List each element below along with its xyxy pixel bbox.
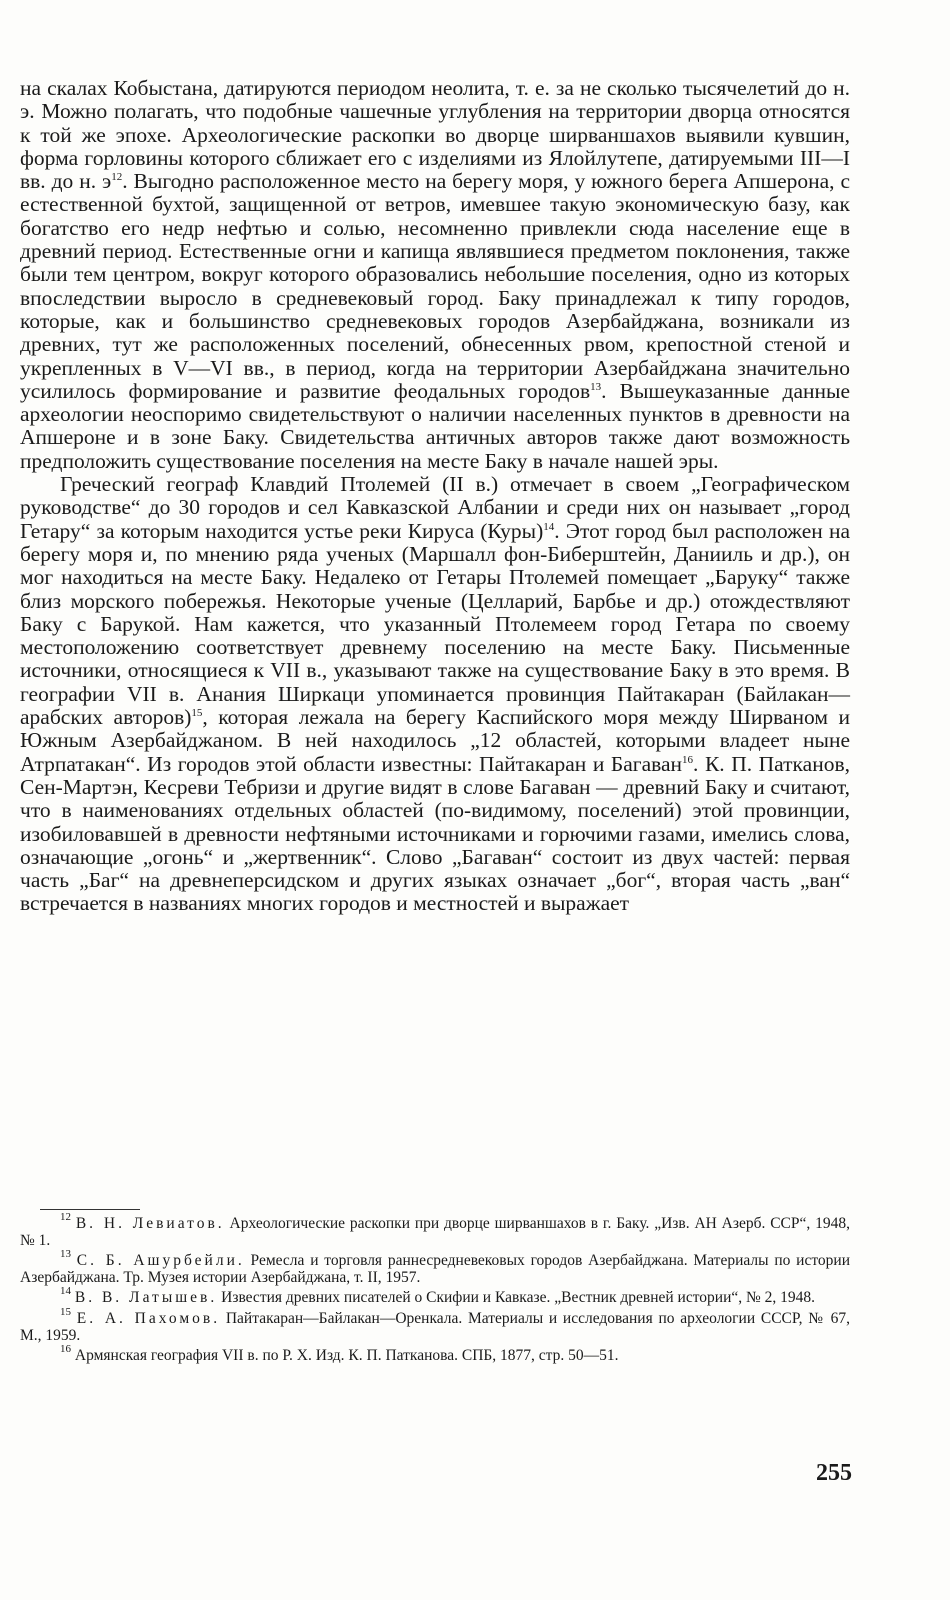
text-run: . К. П. Патканов, Сен-Мартэн, Кесреви Тебризи и другие видят в слове Багаван — древний Баку и считают, что в наименованиях отдельных областей (по-видимому, поселений) этой провинции, изобиловавшей в древности нефтяными источниками и горючими газами, имелись слова, означающие „огонь“ и „жертвенник“. Слово „Багаван“ состоит из двух частей: первая часть „Баг“ на древнеперсидском и других языках означает „бог“, вторая часть „ван“ встречается в названиях многих городов и местностей и выражает: [20, 751, 850, 916]
footnote-divider: [40, 1209, 140, 1210]
footnote-number: 12: [60, 1211, 71, 1223]
footnote-text: Ремесла и торговля раннесредневековых городов Азербайджана. Материалы по истории Азербайджана. Тр. Музея истории Азербайджана, т. II, 1957.: [20, 1252, 850, 1286]
footnote-ref: 15: [191, 707, 203, 720]
footnote-text: Археологические раскопки при дворце ширваншахов в г. Баку. „Изв. АН Азерб. ССР“, 1948, № 1.: [20, 1215, 850, 1249]
footnote-ref: 13: [590, 380, 602, 393]
footnote-author: С. Б. Ашурбейли.: [76, 1252, 245, 1270]
footnote: [20, 1305, 850, 1344]
footnote-ref: 14: [543, 520, 555, 533]
footnote-number: 14: [60, 1285, 71, 1298]
footnote-text: Пайтакаран—Байлакан—Оренкала. Материалы и исследования по археологии СССР, № 67, М., 1959.: [20, 1309, 850, 1344]
text-run: . Этот город был расположен на берегу моря и, по мнению ряда ученых (Маршалл фон-Биберштейн, Данииль и др.), он мог находиться на месте Баку. Недалеко от Гетары Птолемей помещает „Баруку“ также близ морского побережья. Некоторые ученые (Целларий, Барбье и др.) отождествляют Баку с Барукой. Нам кажется, что указанный Птолемеем город Гетара по своему местоположению соответствует древнему поселению на месте Баку. Письменные источники, относящиеся к VII в., указывают также на существование Баку в это время. В географии VII в. Анания Ширкаци упоминается провинция Пайтакаран (Байлакан—арабских авторов): [20, 518, 850, 730]
paragraph: [20, 473, 850, 916]
footnote: [20, 1248, 850, 1286]
footnotes: [20, 1211, 850, 1369]
paragraph: [20, 77, 850, 473]
text-run: . Выгодно расположенное место на берегу моря, у южного берега Апшерона, с естественной бухтой, защищенной от ветров, имевшее такую экономическую базу, как богатство его недр нефтью и солью, несомненно привлекли сюда население еще в древний период. Естественные огни и капища являвшиеся предметом поклонения, также были тем центром, вокруг которого образовались небольшие поселения, одно из которых впоследствии выросло в средневековый город. Баку принадлежал к типу городов, которые, как и большинство средневековых городов Азербайджана, возникали из древних, тут же расположенных поселений, обнесенных рвом, крепостной стеной и укрепленных в V—VI вв., в период, когда на территории Азербайджана значительно усилилось формирование и развитие феодальных городов: [20, 169, 851, 403]
footnote-ref: 12: [111, 171, 123, 184]
footnote-number: 13: [60, 1248, 71, 1261]
footnote: [20, 1343, 850, 1365]
page-number: 255: [816, 1460, 852, 1486]
footnote-ref: 16: [682, 753, 694, 766]
footnote-author: В. В. Латышев.: [74, 1289, 218, 1307]
footnote: [20, 1285, 850, 1307]
footnote-text: Армянская география VII в. по Р. Х. Изд. К. П. Патканова. СПБ, 1877, стр. 50—51.: [74, 1347, 619, 1365]
text-run: , которая лежала на берегу Каспийского моря между Ширваном и Южным Азербайджаном. В ней находилось „12 областей, которыми владеет ныне Атрпатакан“. Из городов этой области известны: Пайтакаран и Багаван: [20, 705, 850, 776]
text-run: на скалах Кобыстана, датируются периодом неолита, т. е. за не сколько тысячелетий до н. э. Можно полагать, что подобные чашечные углубления на территории дворца относятся к той же эпохе. Археологические раскопки во дворце ширваншахов выявили кувшин, форма горловины которого сближает его с изделиями из Ялойлутепе, датируемыми III—I вв. до н. э: [20, 76, 850, 194]
main-text: [20, 77, 850, 916]
footnote-author: В. Н. Левиатов.: [75, 1215, 225, 1232]
text-run: . Вышеуказанные данные археологии неоспоримо свидетельствуют о наличии населенных пунктов в древности на Апшероне и в зоне Баку. Свидетельства античных авторов также дают возможность предположить существование поселения на месте Баку в начале нашей эры.: [20, 378, 850, 473]
footnote-text: Известия древних писателей о Скифии и Кавказе. „Вестник древней истории“, № 2, 1948.: [217, 1289, 816, 1307]
footnote: [20, 1211, 850, 1249]
footnote-author: Е. А. Пахомов.: [76, 1309, 221, 1327]
footnote-number: 16: [60, 1343, 71, 1356]
text-run: Греческий географ Клавдий Птолемей (II в.) отмечает в своем „Географическом руководстве“ до 30 городов и сел Кавказской Албании и среди них он называет „город Гетару“ за которым находится устье реки Кируса (Куры): [20, 472, 850, 543]
footnote-number: 15: [60, 1305, 71, 1318]
